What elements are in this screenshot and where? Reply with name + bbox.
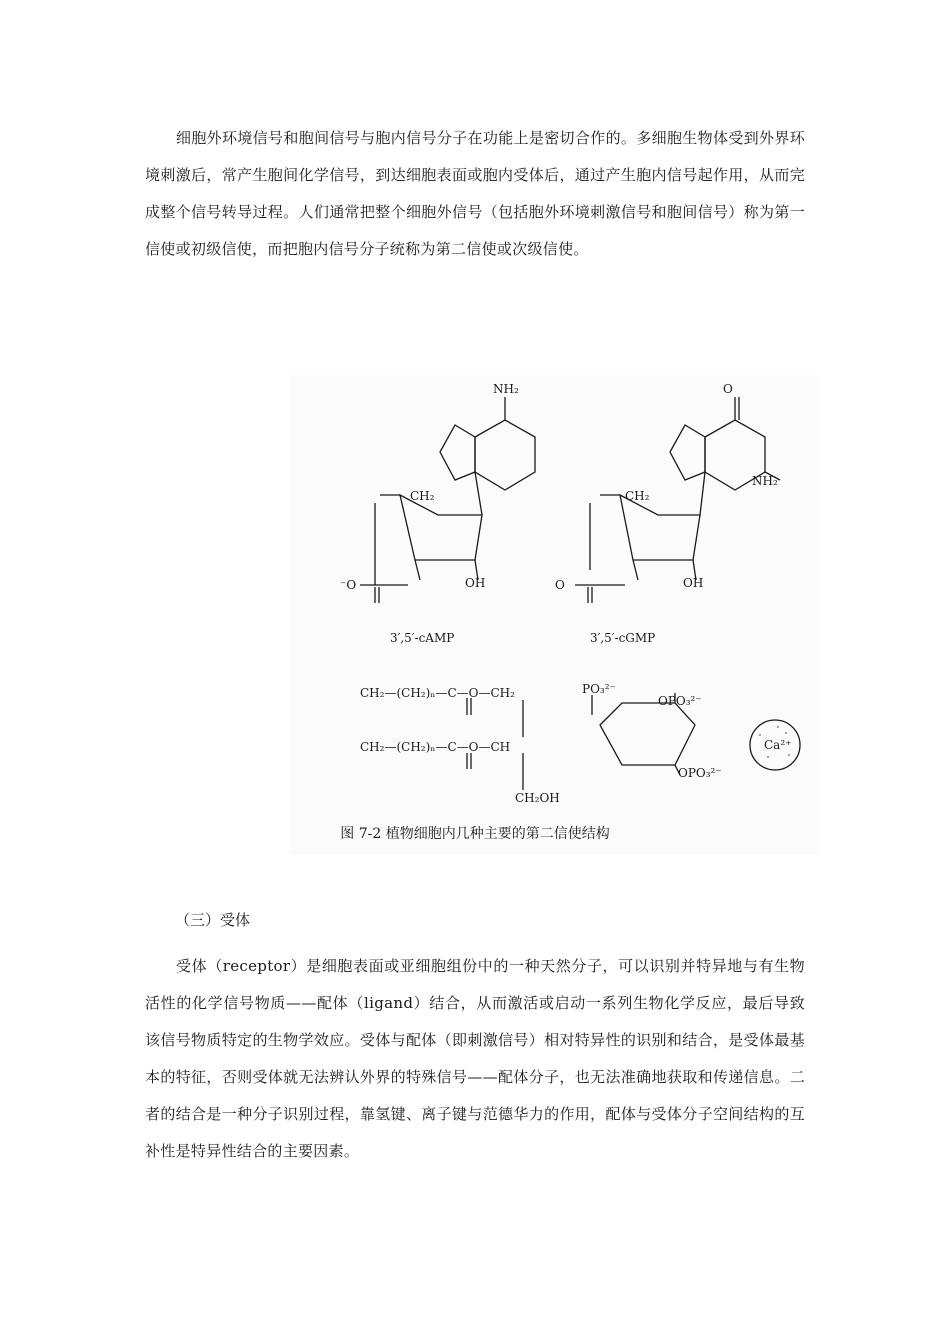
- ip3-opo3-top-label: OPO₃²⁻: [658, 694, 702, 708]
- paragraph-receptor: 受体（receptor）是细胞表面或亚细胞组份中的一种天然分子，可以识别并特异地与有生物活性的化学信号物质——配体（ligand）结合，从而激活或启动一系列生物化学反应，最后导致该信号物质特定的生物学效应。受体与配体（即刺激信号）相对特异性的识别和结合，是受体最基本的特征，否则受体就无法辨认外界的特殊信号——配体分子，也无法准确地获取和传递信息。二者的结合是一种分子识别过程，靠氢键、离子键与范德华力的作用，配体与受体分子空间结构的互补性是特异性结合的主要因素。: [145, 957, 805, 1160]
- cgmp-ominus-label: O: [555, 578, 565, 592]
- camp-nh2-label: NH₂: [493, 382, 519, 396]
- cgmp-oh-label: OH: [683, 576, 704, 590]
- figure-caption: 图 7-2 植物细胞内几种主要的第二信使结构: [340, 826, 610, 842]
- camp-ch2-label: CH₂: [410, 489, 435, 503]
- dg-ch2oh-label: CH₂OH: [515, 791, 560, 805]
- cgmp-name-label: 3′,5′-cGMP: [590, 631, 656, 645]
- ip3-opo3-bottom-label: OPO₃²⁻: [678, 766, 722, 780]
- camp-oh-label: OH: [465, 576, 486, 590]
- section-heading: （三）受体: [175, 911, 251, 929]
- cgmp-nh2-label: NH₂: [752, 474, 778, 488]
- dg-chain1-label: CH₂—(CH₂)ₙ—C—O—CH₂: [360, 686, 515, 700]
- figure-second-messengers: [290, 375, 820, 855]
- cgmp-o-label: O: [723, 382, 733, 396]
- camp-ominus-label: ⁻O: [340, 578, 357, 592]
- ip3-po3-label: PO₃²⁻: [582, 682, 616, 696]
- structure-diagram: [290, 375, 820, 855]
- dg-chain2-label: CH₂—(CH₂)ₙ—C—O—CH: [360, 740, 511, 754]
- paragraph-intro: 细胞外环境信号和胞间信号与胞内信号分子在功能上是密切合作的。多细胞生物体受到外界环境刺激后，常产生胞间化学信号，到达细胞表面或胞内受体后，通过产生胞内信号起作用，从而完成整个信号转导过程。人们通常把整个细胞外信号（包括胞外环境刺激信号和胞间信号）称为第一信使或初级信使，而把胞内信号分子统称为第二信使或次级信使。: [145, 129, 805, 258]
- camp-name-label: 3′,5′-cAMP: [390, 631, 455, 645]
- ca-ion-label: Ca²⁺: [764, 738, 792, 752]
- cgmp-ch2-label: CH₂: [625, 489, 650, 503]
